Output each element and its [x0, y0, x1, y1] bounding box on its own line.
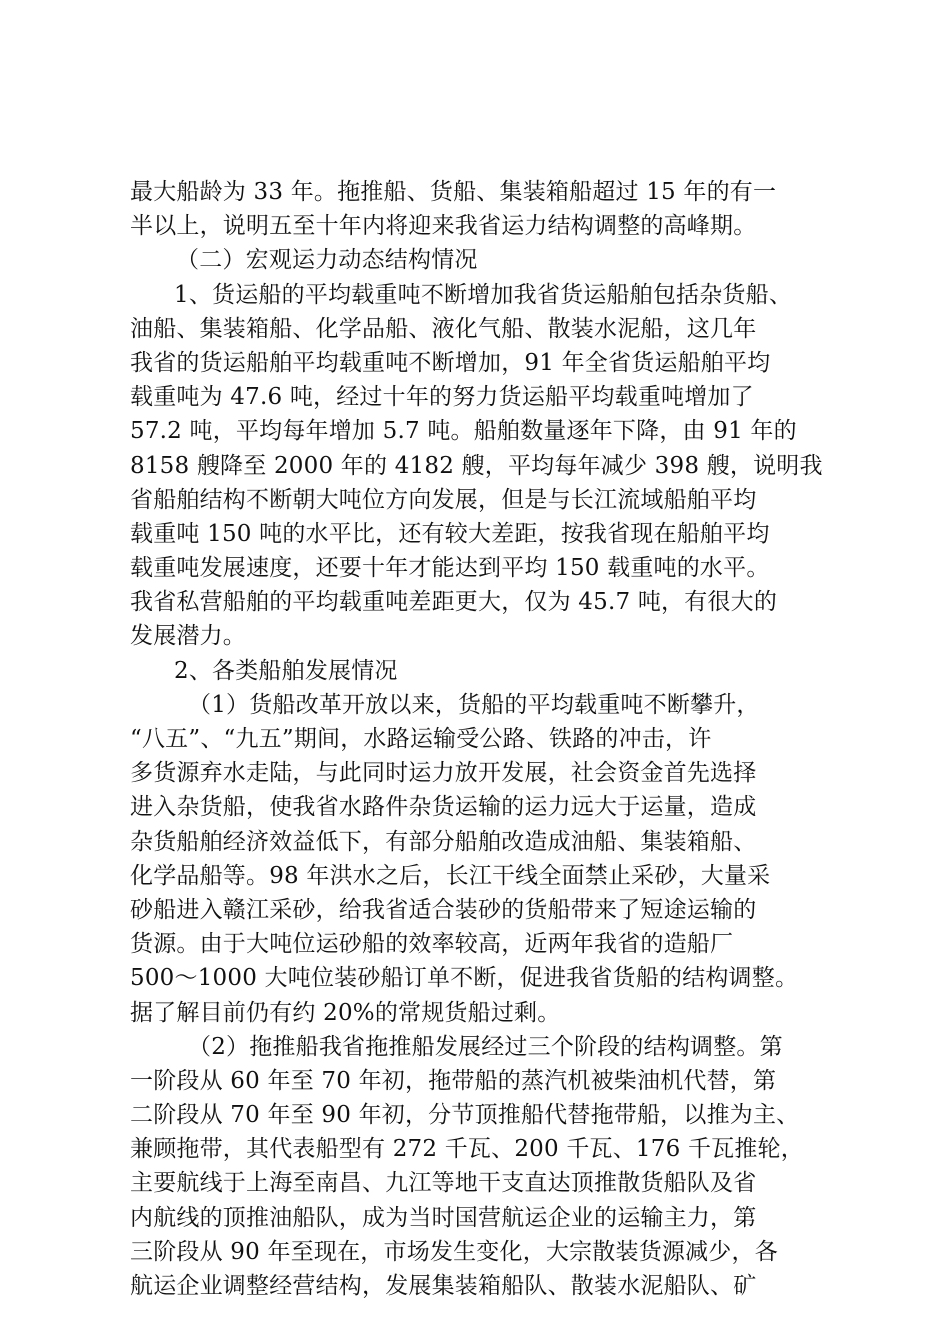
text-line: 一阶段从 60 年至 70 年初，拖带船的蒸汽机被柴油机代替，第: [130, 1067, 777, 1094]
body-text: [130, 175, 835, 1303]
section-heading: （二）宏观运力动态结构情况: [176, 247, 478, 274]
text-line: 化学品船等。98 年洪水之后，长江干线全面禁止采砂，大量采: [130, 862, 771, 889]
text-line: 货源。由于大吨位运砂船的效率较高，近两年我省的造船厂: [130, 931, 734, 958]
text-line: 砂船进入赣江采砂，给我省适合装砂的货船带来了短途运输的: [130, 896, 757, 923]
text-line: 载重吨 150 吨的水平比，还有较大差距，按我省现在船舶平均: [130, 520, 770, 547]
text-line: 发展潜力。: [130, 623, 246, 650]
text-line: “八五”、“九五”期间，水路运输受公路、铁路的冲击，许: [130, 726, 712, 752]
text-line: 8158 艘降至 2000 年的 4182 艘，平均每年减少 398 艘，说明我: [130, 452, 823, 479]
text-line: 我省私营船舶的平均载重吨差距更大，仅为 45.7 吨，有很大的: [130, 589, 778, 616]
text-line: 主要航线于上海至南昌、九江等地干支直达顶推散货船队及省: [130, 1170, 757, 1197]
text-line: 多货源弃水走陆，与此同时运力放开发展，社会资金首先选择: [130, 760, 757, 787]
text-line: 我省的货运船舶平均载重吨不断增加，91 年全省货运船舶平均: [130, 349, 771, 376]
text-line: 三阶段从 90 年至现在，市场发生变化，大宗散装货源减少，各: [130, 1238, 778, 1265]
text-line: 500～1000 大吨位装砂船订单不断，促进我省货船的结构调整。: [130, 965, 799, 992]
text-line: 杂货船舶经济效益低下，有部分船舶改造成油船、集装箱船、: [130, 828, 757, 855]
text-line: 进入杂货船，使我省水路件杂货运输的运力远大于运量，造成: [130, 794, 757, 821]
text-line: 据了解目前仍有约 20%的常规货船过剩。: [130, 999, 561, 1026]
text-line: 载重吨为 47.6 吨，经过十年的努力货运船平均载重吨增加了: [130, 384, 754, 411]
text-line: 航运企业调整经营结构，发展集装箱船队、散装水泥船队、矿: [130, 1273, 757, 1299]
text-line: 油船、集装箱船、化学品船、液化气船、散装水泥船，这几年: [130, 315, 757, 342]
text-line: 最大船龄为 33 年。拖推船、货船、集装箱船超过 15 年的有一: [130, 179, 777, 205]
paragraph-start: （2）拖推船我省拖推船发展经过三个阶段的结构调整。第: [188, 1033, 783, 1060]
text-line: 省船舶结构不断朝大吨位方向发展，但是与长江流域船舶平均: [130, 486, 757, 513]
text-line: 内航线的顶推油船队，成为当时国营航运企业的运输主力，第: [130, 1204, 757, 1231]
text-line: 57.2 吨，平均每年增加 5.7 吨。船舶数量逐年下降，由 91 年的: [130, 418, 797, 445]
paragraph-start: 1、货运船的平均载重吨不断增加我省货运船舶包括杂货船、: [174, 281, 793, 308]
text-line: 半以上，说明五至十年内将迎来我省运力结构调整的高峰期。: [130, 213, 757, 240]
subsection-heading: 2、各类船舶发展情况: [174, 657, 398, 684]
text-line: 载重吨发展速度，还要十年才能达到平均 150 载重吨的水平。: [130, 555, 770, 582]
text-line: 二阶段从 70 年至 90 年初，分节顶推船代替拖带船，以推为主、: [130, 1102, 800, 1129]
paragraph-start: （1）货船改革开放以来，货船的平均载重吨不断攀升，: [188, 691, 760, 718]
text-line: 兼顾拖带，其代表船型有 272 千瓦、200 千瓦、176 千瓦推轮，: [130, 1136, 804, 1163]
